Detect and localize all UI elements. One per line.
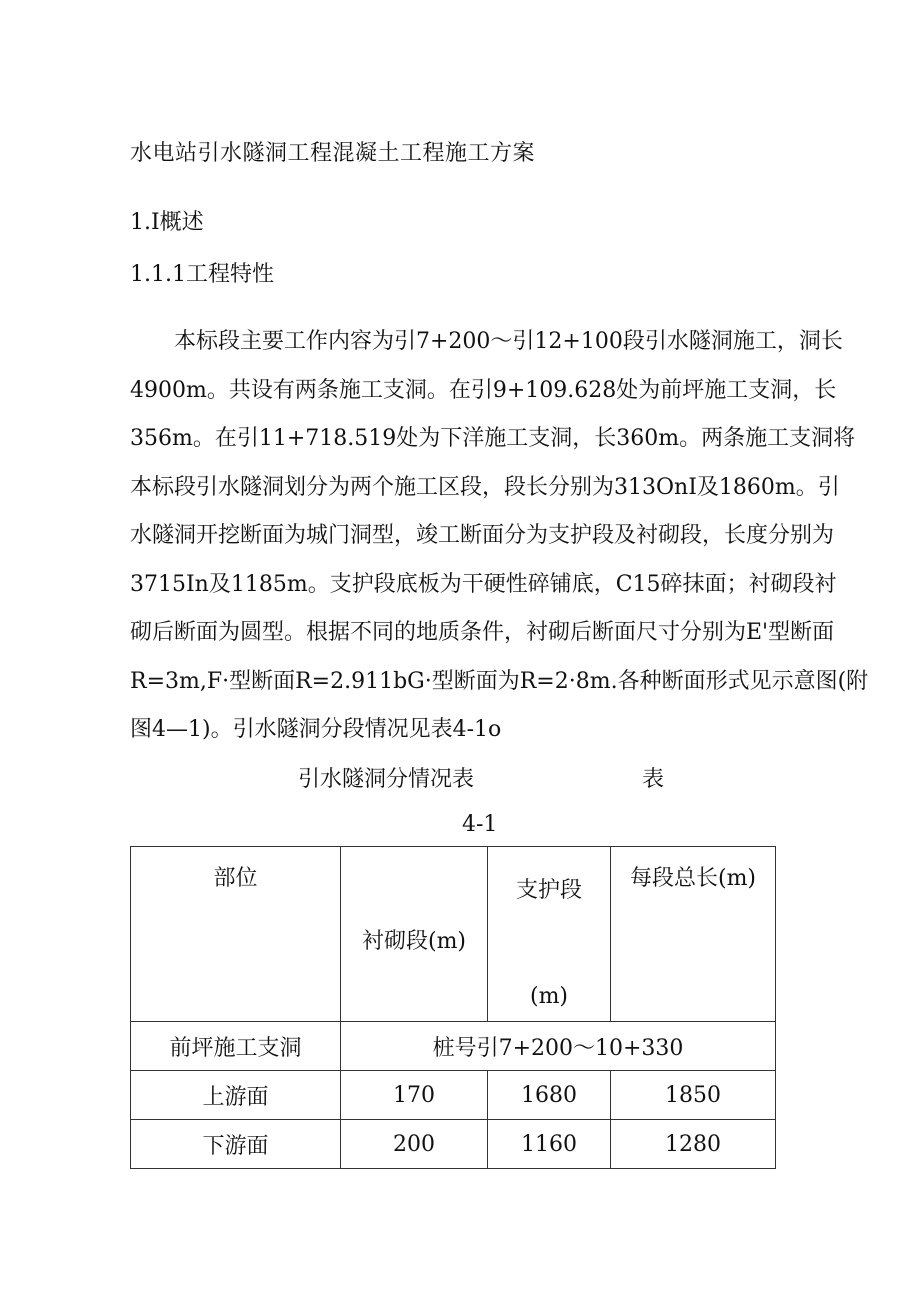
subsection-heading-engineering-features: 1.1.1工程特性: [130, 262, 274, 287]
cell-part: 上游面: [131, 1071, 341, 1120]
paragraph-line: 356m。在引11+718.519处为下洋施工支洞，长360m。两条施工支洞将: [130, 426, 856, 451]
paragraph-line: R=3m,F·型断面R=2.911bG·型断面为R=2·8m.各种断面形式见示意图(附: [130, 668, 869, 694]
table-row: [131, 1120, 776, 1169]
cell-station-range: 桩号引7+200～10+330: [341, 1022, 776, 1071]
table-header-row: [131, 847, 776, 1022]
cell-lining: 170: [341, 1071, 488, 1120]
header-support-line2: (m): [529, 984, 569, 1009]
cell-total: 1280: [611, 1120, 776, 1169]
header-cell-total: 每段总长(m): [611, 847, 776, 1022]
table-caption-tag: 表: [642, 767, 665, 792]
paragraph-line: 本标段主要工作内容为引7+200～引12+100段引水隧洞施工，洞长: [174, 329, 843, 354]
table-caption: 引水隧洞分情况表: [298, 767, 475, 792]
body-paragraph: [130, 318, 869, 755]
table-number: 4-1: [462, 812, 498, 837]
paragraph-line: 砌后断面为圆型。根据不同的地质条件，衬砌后断面尺寸分别为E'型断面: [130, 620, 835, 645]
cell-part: 下游面: [131, 1120, 341, 1169]
cell-support: 1160: [488, 1120, 611, 1169]
cell-part: 前坪施工支洞: [131, 1022, 341, 1071]
tunnel-section-table: [130, 846, 776, 1169]
header-cell-support: [488, 847, 611, 1022]
paragraph-line: 图4—1)。引水隧洞分段情况见表4-1o: [130, 717, 502, 742]
paragraph-line: 水隧洞开挖断面为城门洞型，竣工断面分为支护段及衬砌段，长度分别为: [130, 523, 835, 548]
paragraph-line: 3715In及1185m。支护段底板为干硬性碎铺底，C15碎抹面；衬砌段衬: [130, 571, 837, 597]
paragraph-line: 本标段引水隧洞划分为两个施工区段，段长分别为313OnI及1860m。引: [130, 474, 840, 500]
cell-lining: 200: [341, 1120, 488, 1169]
table-row: [131, 1022, 776, 1071]
cell-total: 1850: [611, 1071, 776, 1120]
document-title: 水电站引水隧洞工程混凝土工程施工方案: [130, 141, 536, 166]
paragraph-line: 4900m。共设有两条施工支洞。在引9+109.628处为前坪施工支洞，长: [130, 377, 837, 403]
header-support-line1: 支护段: [515, 878, 582, 903]
section-heading-overview: 1.Ⅰ概述: [130, 210, 204, 235]
cell-support: 1680: [488, 1071, 611, 1120]
header-cell-lining: 衬砌段(m): [341, 847, 488, 1022]
table-row: [131, 1071, 776, 1120]
header-cell-part: 部位: [131, 847, 341, 1022]
